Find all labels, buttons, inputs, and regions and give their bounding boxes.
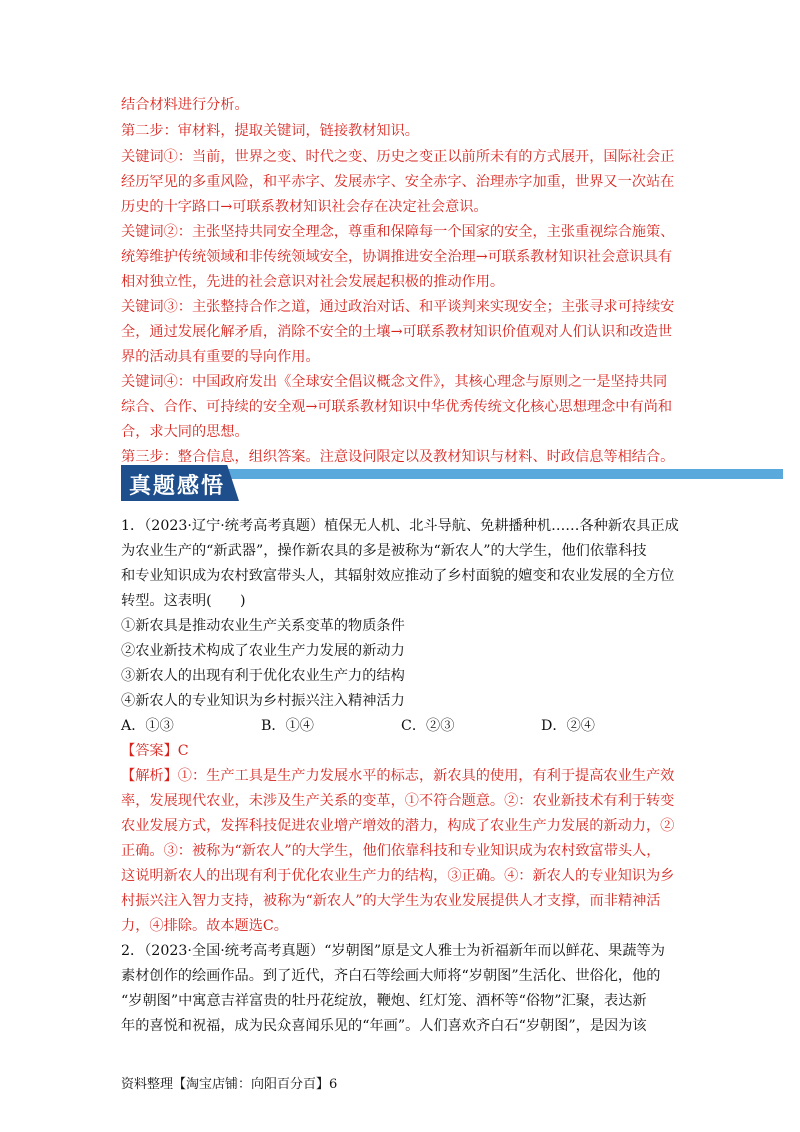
text-line: 关键词③：主张整持合作之道，通过政治对话、和平谈判来实现安全；主张寻求可持续安 [121, 299, 675, 315]
banner-title: 真题感悟 [129, 474, 226, 499]
text-line: 全，通过发展化解矛盾，消除不安全的土壤→可联系教材知识价值观对人们认识和改造世 [121, 324, 673, 340]
question-stem-line: 年的喜悦和祝福，成为民众喜闻乐见的“年画”。人们喜欢齐白石“岁朝图”，是因为该 [121, 1018, 647, 1034]
text-line: 第三步：整合信息，组织答案。注意设问限定以及教材知识与材料、时政信息等相结合。 [121, 449, 675, 465]
analysis-line: 正确。③：被称为“新农人”的大学生，他们依靠科技和专业知识成为农村致富带头人， [121, 843, 661, 859]
analysis-line [121, 766, 691, 786]
answer-value: C [177, 743, 189, 759]
text-line: 关键词④：中国政府发出《全球安全倡议概念文件》，其核心理念与原则之一是坚持共同 [121, 374, 668, 390]
text-line: 经历罕见的多重风险，和平赤字、发展赤字、安全赤字、治理赤字加重，世界又一次站在 [121, 174, 675, 190]
option-a: A．①③ [121, 718, 174, 734]
analysis-line: 农业发展方式，发挥科技促进农业增产增效的潜力，构成了农业生产力发展的新动力，② [121, 818, 675, 834]
banner-stripe [211, 469, 783, 479]
answer-line [121, 741, 691, 761]
page-footer: 资料整理【淘宝店铺：向阳百分百】6 [121, 1077, 338, 1092]
text-line: 关键词①：当前，世界之变、时代之变、历史之变正以前所未有的方式展开，国际社会正 [121, 149, 675, 165]
statement-item: ④新农人的专业知识为乡村振兴注入精神活力 [121, 693, 405, 709]
analysis-text: ①：生产工具是生产力发展水平的标志，新农具的使用，有利于提高农业生产效 [177, 768, 675, 784]
text-line: 历史的十字路口→可联系教材知识社会存在决定社会意识。 [121, 199, 488, 215]
analysis-label: 【解析】 [121, 768, 178, 784]
analysis-line: 村振兴注入智力支持，被称为“新农人”的大学生为农业发展提供人才支撑，而非精神活 [121, 893, 661, 909]
text-line: 关键词②：主张坚持共同安全理念，尊重和保障每一个国家的安全，主张重视综合施策、 [121, 224, 675, 240]
text-line: 统筹维护传统领域和非传统领域安全，协调推进安全治理→可联系教材知识社会意识具有 [121, 249, 673, 265]
answer-label: 【答案】 [121, 743, 178, 759]
option-c: C．②③ [401, 718, 455, 734]
statement-item: ③新农人的出现有利于优化农业生产力的结构 [121, 668, 405, 684]
text-line: 第二步：审材料，提取关键词，链接教材知识。 [121, 123, 419, 139]
question-stem-line: “岁朝图”中寓意吉祥富贵的牡丹花绽放，鞭炮、红灯笼、酒杯等“俗物”汇聚，表达新 [121, 993, 647, 1009]
text-line: 相对独立性，先进的社会意识对社会发展起积极的推动作用。 [121, 274, 505, 290]
analysis-line: 率，发展现代农业，未涉及生产关系的变革，①不符合题意。②：农业新技术有利于转变 [121, 793, 675, 809]
question-stem-line: 和专业知识成为农村致富带头人，其辐射效应推动了乡村面貌的嬗变和农业发展的全方位 [121, 568, 675, 584]
question-stem-line: 转型。这表明( ) [121, 593, 246, 609]
section-banner [121, 465, 783, 501]
statement-item: ②农业新技术构成了农业生产力发展的新动力 [121, 643, 405, 659]
statement-item: ①新农具是推动农业生产关系变革的物质条件 [121, 618, 405, 634]
question-stem-line: 为农业生产的“新武器”，操作新农具的多是被称为“新农人”的大学生，他们依靠科技 [121, 543, 647, 559]
option-b: B．①④ [261, 718, 314, 734]
analysis-line: 力，④排除。故本题选C。 [121, 918, 288, 934]
analysis-line: 这说明新农人的出现有利于优化农业生产力的结构，③正确。④：新农人的专业知识为乡 [121, 868, 675, 884]
text-line: 综合、合作、可持续的安全观→可联系教材知识中华优秀传统文化核心思想理念中有尚和 [121, 399, 673, 415]
question-stem-line: 2．（2023·全国·统考高考真题）“岁朝图”原是文人雅士为祈福新年而以鲜花、果蔬等为 [121, 943, 665, 959]
question-stem-line: 素材创作的绘画作品。到了近代，齐白石等绘画大师将“岁朝图”生活化、世俗化，他的 [121, 968, 661, 984]
text-line: 界的活动具有重要的导向作用。 [121, 349, 320, 365]
option-d: D．②④ [541, 718, 595, 734]
text-line: 合，求大同的思想。 [121, 424, 249, 440]
text-line: 结合材料进行分析。 [121, 97, 249, 113]
question-stem-line: 1．（2023·辽宁·统考高考真题）植保无人机、北斗导航、免耕播种机……各种新农具正成 [121, 518, 679, 534]
